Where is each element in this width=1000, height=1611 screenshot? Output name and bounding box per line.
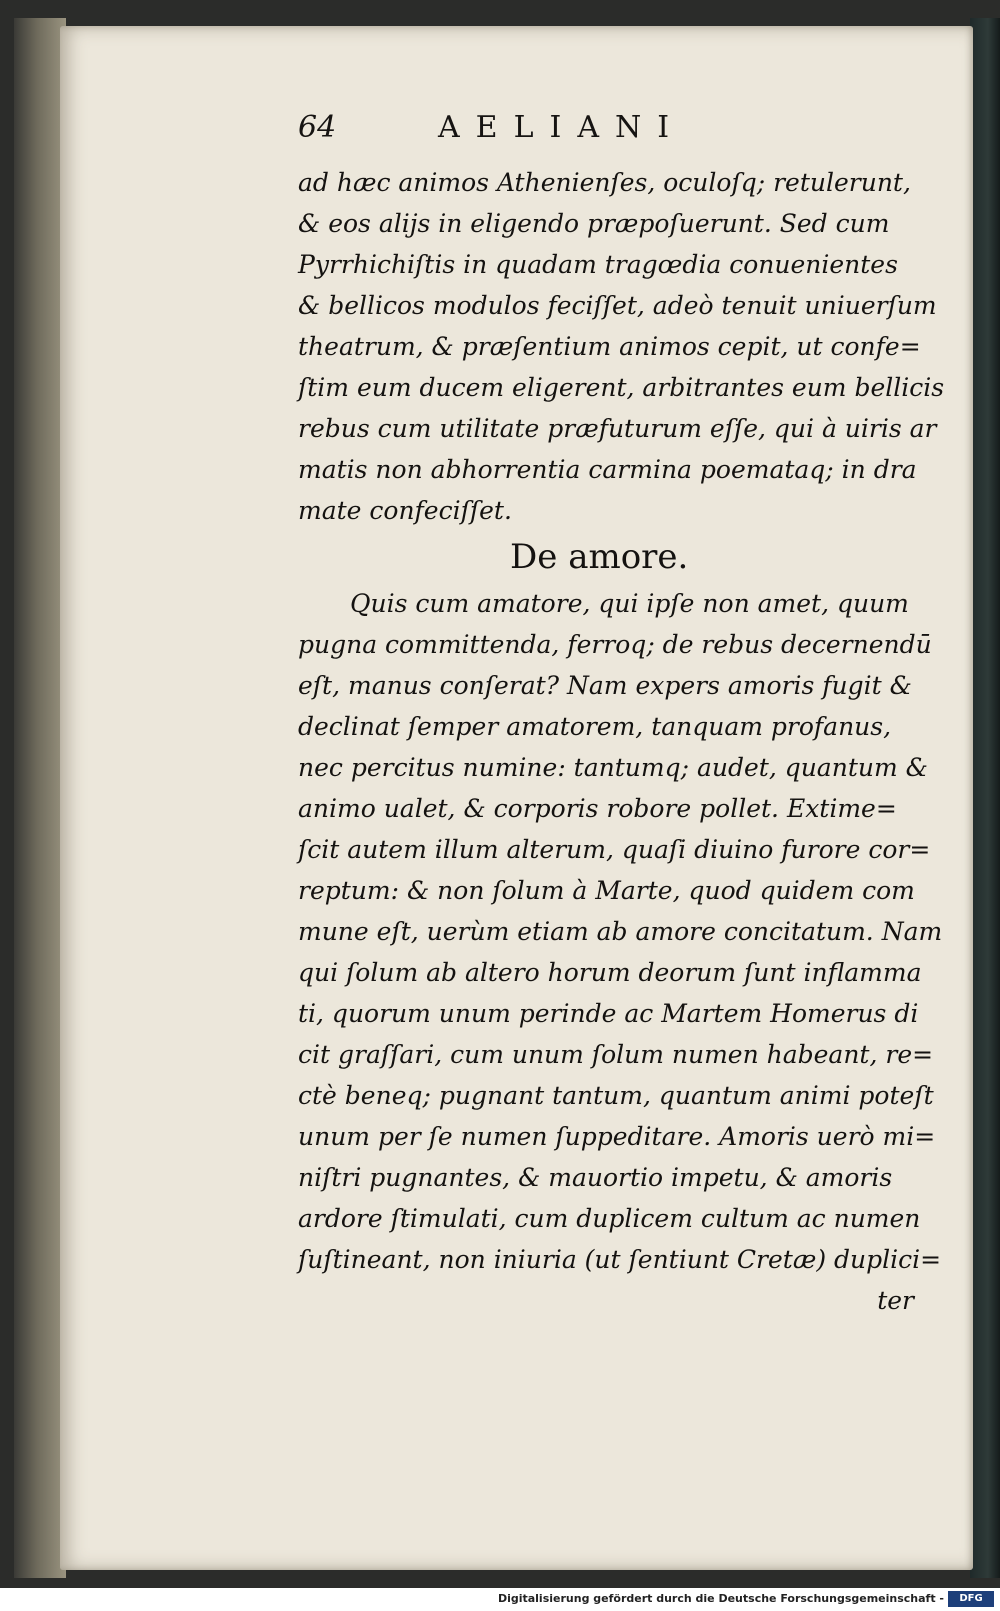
dfg-logo: DFG	[948, 1591, 994, 1607]
text-line: declinat ſemper amatorem, tanquam profanus,	[298, 712, 892, 741]
running-head: AELIANI	[438, 110, 686, 145]
text-line: & eos alijs in eligendo præpoſuerunt. Sed cum	[298, 209, 890, 238]
text-line: pugna committenda, ferroq; de rebus decernendū	[298, 630, 932, 659]
text-line: matis non abhorrentia carmina poemataq; in dra	[298, 455, 917, 484]
book-cover-edge	[970, 18, 1000, 1578]
text-line: nec percitus numine: tantumq; audet, quantum &	[298, 753, 928, 782]
funding-credit: Digitalisierung gefördert durch die Deutsche Forschungsgemeinschaft -	[497, 1592, 944, 1605]
text-line: ſcit autem illum alterum, quaſi diuino furore cor=	[298, 835, 931, 864]
text-line: mate confeciſſet.	[298, 496, 512, 525]
text-line: & bellicos modulos feciſſet, adeò tenuit uniuerſum	[298, 291, 937, 320]
text-line: ti, quorum unum perinde ac Martem Homerus di	[298, 999, 919, 1028]
text-line: Pyrrhichiſtis in quadam tragœdia conuenientes	[298, 250, 898, 279]
book-spine-edge	[14, 18, 66, 1578]
text-line: ſtim eum ducem eligerent, arbitrantes eum bellicis	[298, 373, 945, 402]
text-line: qui ſolum ab altero horum deorum ſunt inflamma	[298, 958, 922, 987]
section-heading: De amore.	[510, 537, 689, 577]
text-line: theatrum, & præſentium animos cepit, ut confe=	[298, 332, 921, 361]
text-line: ardore ſtimulati, cum duplicem cultum ac numen	[298, 1204, 921, 1233]
text-line: cit graſſari, cum unum ſolum numen habeant, re=	[298, 1040, 934, 1069]
text-line: Quis cum amatore, qui ipſe non amet, quum	[350, 589, 909, 618]
page-number: 64	[298, 110, 337, 145]
text-line: eſt, manus conſerat? Nam expers amoris fugit &	[298, 671, 912, 700]
text-line: animo ualet, & corporis robore pollet. Extime=	[298, 794, 897, 823]
text-block-1	[298, 162, 945, 1321]
text-line: rebus cum utilitate præfuturum eſſe, qui à uiris ar	[298, 414, 937, 443]
digitization-footer	[0, 1588, 1000, 1611]
page-header	[298, 110, 778, 154]
text-line: niſtri pugnantes, & mauortio impetu, & amoris	[298, 1163, 893, 1192]
text-line: ctè beneq; pugnant tantum, quantum animi poteſt	[298, 1081, 934, 1110]
text-line: reptum: & non ſolum à Marte, quod quidem com	[298, 876, 915, 905]
text-line: ad hæc animos Athenienſes, oculoſq; retulerunt,	[298, 168, 911, 197]
text-line: mune eſt, uerùm etiam ab amore concitatum. Nam	[298, 917, 943, 946]
text-line: unum per ſe numen ſuppeditare. Amoris uerò mi=	[298, 1122, 936, 1151]
text-line: ſuſtineant, non iniuria (ut ſentiunt Cretæ) duplici=	[298, 1245, 942, 1274]
catchword: ter	[877, 1286, 914, 1315]
